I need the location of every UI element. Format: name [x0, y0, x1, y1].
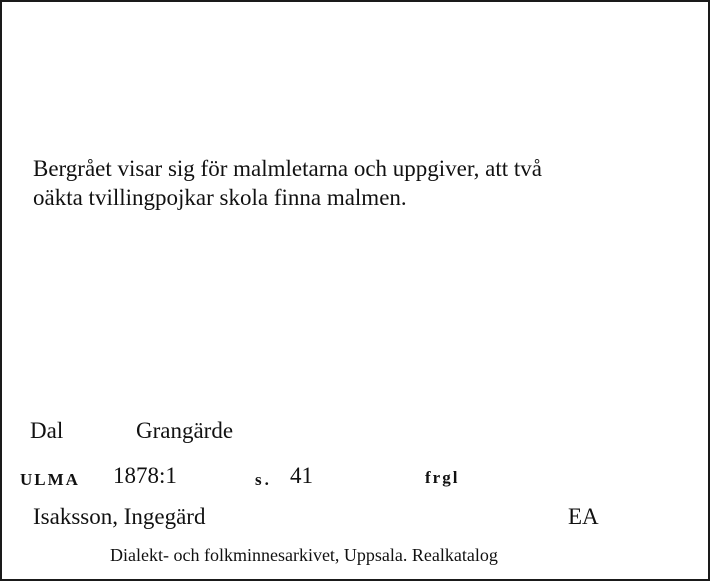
archive-footer: Dialekt- och folkminnesarkivet, Uppsala. Realkatalog	[110, 545, 498, 565]
card-border-left	[0, 0, 2, 581]
category-code: frgl	[425, 468, 460, 487]
province: Dal	[30, 418, 64, 443]
page-label: s.	[255, 470, 272, 489]
card-border-top	[0, 0, 710, 2]
recorder-name: Isaksson, Ingegärd	[33, 504, 206, 529]
archive-code: ULMA	[20, 470, 80, 489]
page-number: 41	[290, 463, 313, 488]
initials: EA	[568, 504, 599, 529]
card-text	[33, 154, 673, 212]
parish: Grangärde	[136, 418, 234, 443]
card-text-line: Bergrået visar sig för malmletarna och uppgiver, att två	[33, 156, 542, 181]
reference-number: 1878:1	[113, 463, 177, 488]
card-text-line: oäkta tvillingpojkar skola finna malmen.	[33, 185, 407, 210]
